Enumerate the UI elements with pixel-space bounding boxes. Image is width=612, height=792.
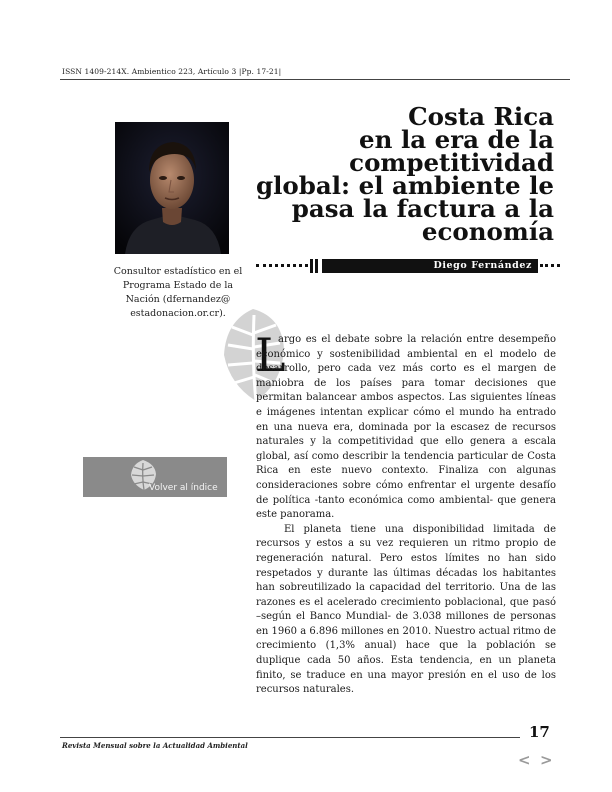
title-line: en la era de la bbox=[359, 125, 554, 154]
article-title bbox=[224, 102, 554, 246]
title-line: Costa Rica bbox=[408, 102, 554, 131]
article-body bbox=[255, 328, 556, 698]
footer-divider bbox=[60, 737, 520, 738]
page-number: 17 bbox=[529, 723, 550, 741]
title-line: pasa la factura a la bbox=[291, 194, 554, 223]
author-bio: Consultor estadístico en el Programa Estado de la Nación (dfernandez@ estadonacion.or.cr). bbox=[113, 266, 243, 319]
drop-cap: L bbox=[255, 328, 286, 382]
top-divider bbox=[60, 79, 570, 80]
title-line: economía bbox=[421, 217, 554, 246]
author-photo bbox=[115, 122, 229, 254]
prev-page-button[interactable]: < bbox=[518, 751, 531, 769]
dotted-divider-right bbox=[540, 264, 560, 270]
paragraph-1-text: argo es el debate sobre la relación entre desempeño económico y sostenibilidad ambiental en el modelo de desarrollo, pero cada vez más corto es el margen de maniobra de los países para tomar decisiones que permitan balancear ambos aspectos. Las siguientes líneas e imágenes intentan explicar cómo el mundo ha entrado en una nueva era, dominada por la escasez de recursos naturales y la competitividad que ello genera a escala global, así como describir la tendencia particular de Costa Rica en este nuevo contexto. Finaliza con algunas consideraciones sobre cómo enfrentar el urgente desafío de política -tanto económica como ambiental- que genera este panorama. bbox=[256, 334, 556, 521]
header-citation: ISSN 1409-214X. Ambientico 223, Artículo 3 |Pp. 17-21| bbox=[62, 67, 282, 76]
next-page-button[interactable]: > bbox=[540, 751, 553, 769]
author-name: Diego Fernández bbox=[322, 259, 538, 273]
title-line: competitividad bbox=[349, 148, 554, 177]
bar-ornament bbox=[310, 259, 320, 273]
title-line: global: el ambiente le bbox=[255, 171, 554, 200]
back-to-index-button[interactable] bbox=[83, 457, 227, 497]
back-to-index-label: Volver al índice bbox=[149, 483, 218, 493]
dotted-divider-left bbox=[256, 264, 308, 270]
author-bar bbox=[256, 259, 560, 273]
journal-name: Revista Mensual sobre la Actualidad Ambiental bbox=[62, 741, 248, 750]
author-portrait-image bbox=[115, 122, 229, 254]
paragraph-1 bbox=[255, 328, 556, 523]
paragraph-2: El planeta tiene una disponibilidad limitada de recursos y estos a su vez requieren un ritmo propio de regeneración natural. Pero estos límites no han sido respetados y durante las últimas décadas los habitantes han sobreutilizado la capacidad del territorio. Una de las razones es el acelerado crecimiento poblacional, que pasó –según el Banco Mundial- de 3.038 millones de personas en 1960 a 6.896 millones en 2010. Nuestro actual ritmo de crecimiento (1,3% anual) hace que la población se duplique cada 50 años. Esta tendencia, en un planeta finito, se traduce en una mayor presión en el uso de los recursos naturales. bbox=[256, 523, 556, 696]
page-navigation bbox=[518, 752, 558, 768]
